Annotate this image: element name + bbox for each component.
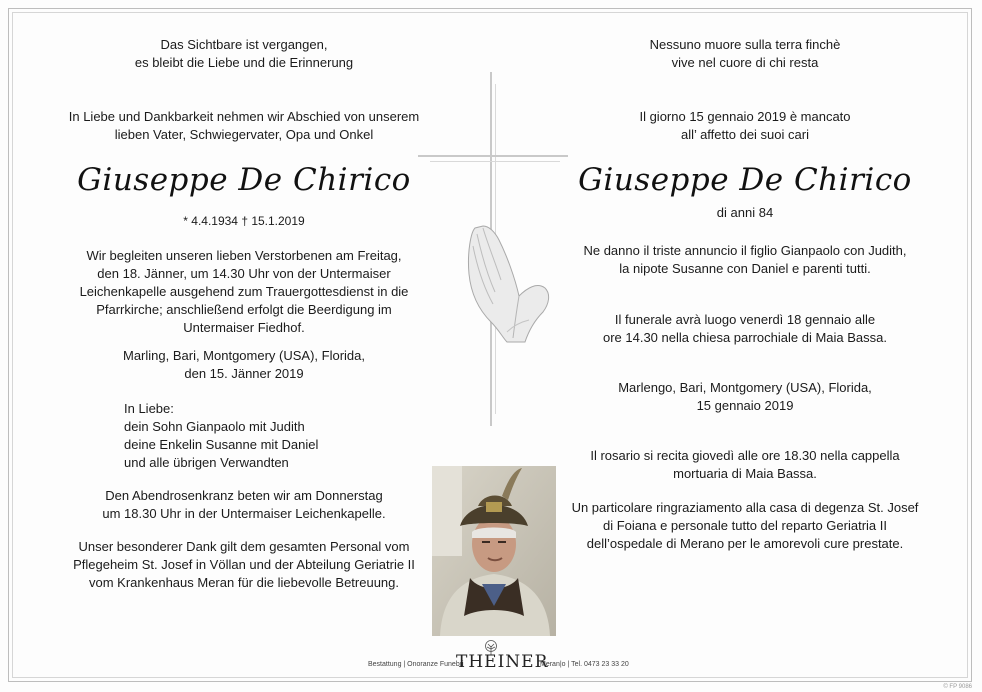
right-funeral-line: Il funerale avrà luogo venerdì 18 gennaio alle — [614, 312, 876, 327]
right-announce-line: Ne danno il triste annuncio il figlio Gianpaolo con Judith, — [583, 243, 907, 258]
left-mourners — [124, 400, 424, 472]
right-rosary-line: mortuaria di Maia Bassa. — [673, 466, 817, 481]
left-rosary-line: Den Abendrosenkranz beten wir am Donnerstag — [105, 488, 383, 503]
left-thanks — [24, 538, 464, 592]
right-thanks — [520, 499, 970, 553]
left-funeral-line: Pfarrkirche; anschließend erfolgt die Beerdigung im — [96, 302, 392, 317]
left-funeral-line: Wir begleiten unseren lieben Verstorbenen am Freitag, — [86, 248, 402, 263]
left-intro-line: lieben Vater, Schwiegervater, Opa und Onkel — [114, 127, 374, 142]
left-place-line: Marling, Bari, Montgomery (USA), Florida, — [122, 348, 365, 363]
right-thanks-line: Un particolare ringraziamento alla casa di degenza St. Josef — [571, 500, 919, 515]
left-mourners-line: dein Sohn Gianpaolo mit Judith — [124, 419, 305, 434]
left-motto-line: Das Sichtbare ist vergangen, — [160, 37, 328, 52]
footer-services: Bestattung | Onoranze Funebri — [368, 661, 464, 668]
left-rosary-line: um 18.30 Uhr in der Untermaiser Leichenkapelle. — [102, 506, 386, 521]
right-funeral-line: ore 14.30 nella chiesa parrochiale di Maia Bassa. — [602, 330, 887, 345]
right-age: di anni 84 — [716, 205, 774, 220]
right-funeral-text — [520, 311, 970, 347]
right-deceased-name: Giuseppe De Chirico — [578, 162, 912, 198]
left-motto-line: es bleibt die Liebe und die Erinnerung — [134, 55, 354, 70]
right-place-line: 15 gennaio 2019 — [696, 398, 794, 413]
left-thanks-line: vom Krankenhaus Meran für die liebevolle Betreuung. — [88, 575, 399, 590]
right-announce-line: la nipote Susanne con Daniel e parenti tutti. — [619, 261, 871, 276]
left-place-line: den 15. Jänner 2019 — [184, 366, 304, 381]
cross-horizontal-bar — [418, 155, 568, 157]
right-intro — [520, 108, 970, 144]
right-motto — [520, 36, 970, 72]
footer-contact: Meran|o | Tel. 0473 23 33 20 — [540, 661, 629, 668]
left-funeral-line: Untermaiser Fiedhof. — [183, 320, 305, 335]
right-place-date — [520, 379, 970, 415]
left-funeral-line: den 18. Jänner, um 14.30 Uhr von der Untermaiser — [97, 266, 391, 281]
right-motto-line: Nessuno muore sulla terra finchè — [649, 37, 841, 52]
left-mourners-line: und alle übrigen Verwandten — [124, 455, 289, 470]
right-intro-line: Il giorno 15 gennaio 2019 è mancato — [639, 109, 851, 124]
right-rosary-line: Il rosario si recita giovedì alle ore 18.30 nella cappella — [590, 448, 900, 463]
left-motto — [24, 36, 464, 72]
left-rosary — [24, 487, 464, 523]
left-deceased-name: Giuseppe De Chirico — [77, 162, 411, 198]
left-mourners-line: deine Enkelin Susanne mit Daniel — [124, 437, 319, 452]
left-intro-line: In Liebe und Dankbarkeit nehmen wir Abschied von unserem — [68, 109, 420, 124]
left-life-dates: * 4.4.1934 † 15.1.2019 — [183, 214, 305, 228]
left-mourners-line: In Liebe: — [124, 401, 174, 416]
document-code: © FP 9086 — [943, 684, 972, 690]
left-funeral-text — [24, 247, 464, 337]
right-thanks-line: dell’ospedale di Merano per le amorevoli cure prestate. — [586, 536, 904, 551]
right-motto-line: vive nel cuore di chi resta — [671, 55, 819, 70]
left-place-date — [24, 347, 464, 383]
left-funeral-line: Leichenkapelle ausgehend zum Trauergottesdienst in die — [79, 284, 409, 299]
right-announcement — [520, 242, 970, 278]
right-place-line: Marlengo, Bari, Montgomery (USA), Florida, — [618, 380, 872, 395]
theiner-logo: THEINER — [456, 652, 549, 672]
right-rosary — [520, 447, 970, 483]
left-thanks-line: Pflegeheim St. Josef in Völlan und der Abteilung Geriatrie II — [73, 557, 415, 572]
left-intro — [24, 108, 464, 144]
right-intro-line: all’ affetto dei suoi cari — [681, 127, 809, 142]
left-thanks-line: Unser besonderer Dank gilt dem gesamten Personal vom — [78, 539, 410, 554]
right-thanks-line: di Foiana e personale tutto del reparto Geriatria II — [603, 518, 887, 533]
